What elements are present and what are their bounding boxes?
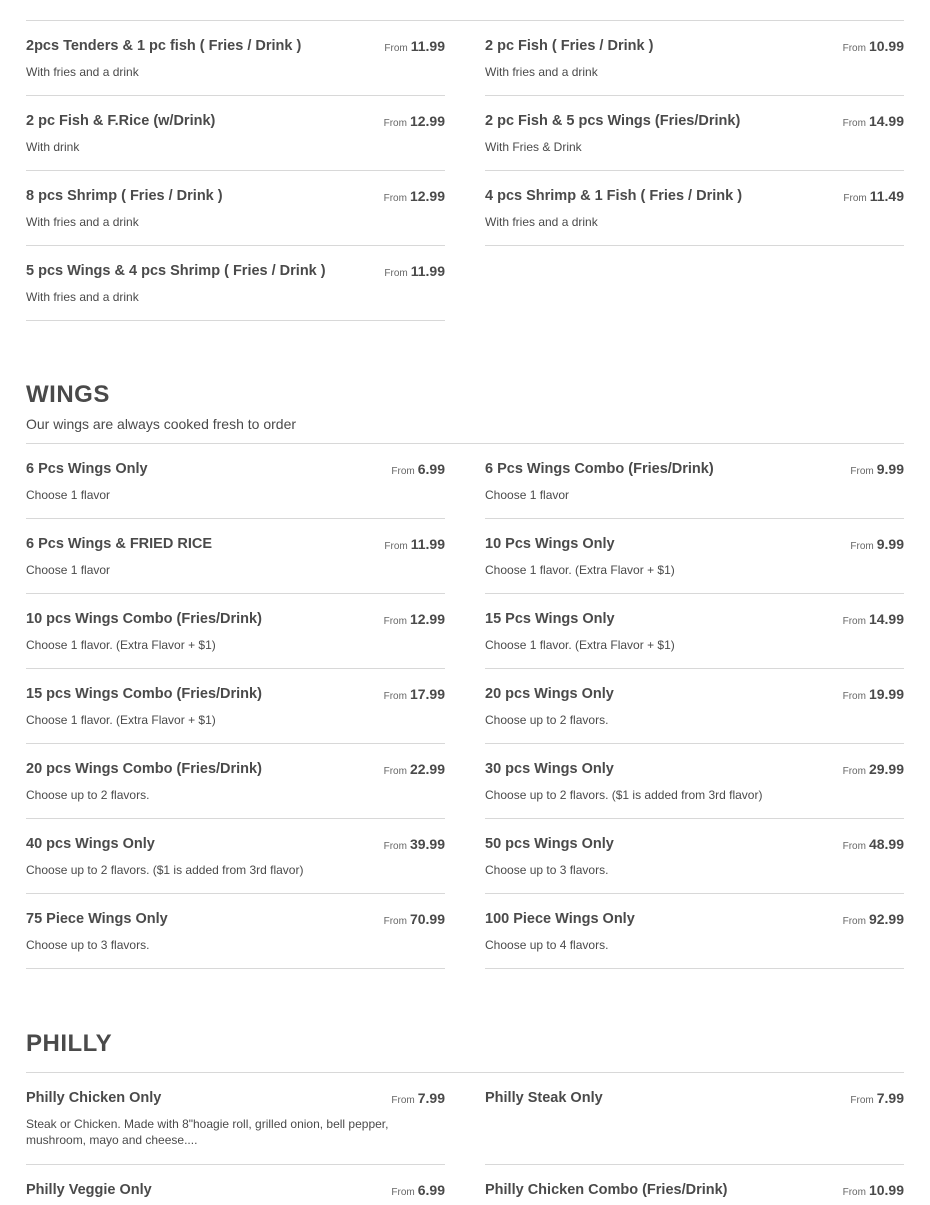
price-from-label: From (842, 691, 866, 702)
menu-item-price (384, 113, 445, 131)
menu-item-price (850, 461, 904, 479)
menu-item-description: With fries and a drink (485, 215, 598, 229)
price-from-label: From (384, 541, 408, 552)
price-amount: 6.99 (417, 461, 445, 477)
menu-item[interactable] (26, 894, 445, 969)
menu-item-description: With Fries & Drink (485, 140, 582, 154)
menu-item-name: 75 Piece Wings Only (26, 911, 168, 927)
price-from-label: From (842, 118, 866, 129)
price-amount: 14.99 (868, 113, 904, 129)
menu-item-name: Philly Steak Only (485, 1090, 603, 1106)
menu-item-description: Choose up to 2 flavors. (26, 788, 150, 802)
menu-item-name: Philly Chicken Only (26, 1090, 162, 1106)
philly-items-grid (26, 1073, 904, 1205)
menu-item[interactable] (485, 171, 904, 246)
menu-item-description: Choose up to 2 flavors. (485, 713, 609, 727)
menu-item[interactable] (485, 444, 904, 519)
menu-item-description: Choose 1 flavor. (Extra Flavor + $1) (485, 563, 675, 577)
menu-item-name: 6 Pcs Wings & FRIED RICE (26, 536, 212, 552)
menu-item-description: Choose up to 2 flavors. ($1 is added from 3rd flavor) (485, 788, 763, 802)
menu-item-name: Philly Chicken Combo (Fries/Drink) (485, 1182, 728, 1198)
price-from-label: From (383, 193, 407, 204)
menu-item[interactable] (485, 519, 904, 594)
menu-item-price (384, 686, 445, 704)
price-amount: 39.99 (409, 836, 445, 852)
price-amount: 11.99 (410, 38, 445, 54)
price-from-label: From (842, 43, 866, 54)
price-from-label: From (383, 766, 407, 777)
price-from-label: From (383, 916, 407, 927)
menu-item-price (384, 38, 445, 56)
section-title: PHILLY (26, 1030, 113, 1057)
menu-item-name: 6 Pcs Wings Only (26, 461, 148, 477)
menu-item[interactable] (26, 819, 445, 894)
philly-section (26, 1030, 904, 1058)
menu-item[interactable] (26, 519, 445, 594)
price-from-label: From (383, 616, 407, 627)
menu-item-price (384, 611, 445, 629)
menu-item-name: 2 pc Fish & 5 pcs Wings (Fries/Drink) (485, 113, 741, 129)
menu-item[interactable] (26, 1165, 445, 1205)
menu-item-description: With fries and a drink (26, 215, 139, 229)
menu-item-description: With fries and a drink (26, 65, 139, 79)
menu-item[interactable] (26, 246, 445, 321)
combos-items-grid (26, 21, 904, 321)
menu-item-price (391, 461, 445, 479)
menu-item-name: 30 pcs Wings Only (485, 761, 614, 777)
menu-item-price (850, 536, 904, 554)
menu-item[interactable] (26, 444, 445, 519)
menu-item-name: 6 Pcs Wings Combo (Fries/Drink) (485, 461, 714, 477)
philly-items (26, 1073, 904, 1205)
menu-item-description: Choose up to 3 flavors. (26, 938, 150, 952)
menu-item[interactable] (26, 669, 445, 744)
price-from-label: From (391, 466, 415, 477)
menu-item[interactable] (26, 96, 445, 171)
wings-items (26, 444, 904, 969)
menu-item-description: With fries and a drink (485, 65, 598, 79)
section-subtitle: Our wings are always cooked fresh to order (26, 416, 297, 432)
menu-item-description: Choose up to 3 flavors. (485, 863, 609, 877)
menu-item-price (391, 1182, 445, 1200)
menu-item-name: 4 pcs Shrimp & 1 Fish ( Fries / Drink ) (485, 188, 743, 204)
menu-item-name: 2pcs Tenders & 1 pc fish ( Fries / Drink ) (26, 38, 302, 54)
price-from-label: From (391, 1187, 415, 1198)
section-title: WINGS (26, 381, 110, 408)
menu-item-name: 100 Piece Wings Only (485, 911, 635, 927)
menu-item-description: Choose 1 flavor (485, 488, 570, 502)
menu-item-price (843, 686, 904, 704)
menu-item-price (843, 38, 904, 56)
price-amount: 14.99 (868, 611, 904, 627)
menu-item-description: Choose up to 2 flavors. ($1 is added from 3rd flavor) (26, 863, 304, 877)
menu-item-description: Steak or Chicken. Made with 8"hoagie roll, grilled onion, bell pepper, mushroom, mayo and cheese.... (26, 1117, 389, 1147)
menu-item[interactable] (485, 96, 904, 171)
menu-item-price (384, 188, 445, 206)
menu-item-description: Choose 1 flavor (26, 488, 111, 502)
menu-item-price (384, 761, 445, 779)
menu-item-price (384, 536, 445, 554)
price-amount: 17.99 (409, 686, 445, 702)
price-amount: 22.99 (409, 761, 445, 777)
menu-item-name: 50 pcs Wings Only (485, 836, 614, 852)
menu-item[interactable] (485, 1165, 904, 1205)
menu-item-description: Choose 1 flavor. (Extra Flavor + $1) (26, 638, 216, 652)
menu-item-name: 15 pcs Wings Combo (Fries/Drink) (26, 686, 262, 702)
price-from-label: From (842, 616, 866, 627)
price-from-label: From (842, 766, 866, 777)
menu-item-name: 40 pcs Wings Only (26, 836, 155, 852)
price-amount: 9.99 (876, 536, 904, 552)
menu-item-price (843, 113, 904, 131)
menu-item-name: Philly Veggie Only (26, 1182, 152, 1198)
price-amount: 92.99 (868, 911, 904, 927)
price-from-label: From (384, 43, 408, 54)
price-from-label: From (842, 841, 866, 852)
price-amount: 7.99 (876, 1090, 904, 1106)
menu-item-price (843, 611, 904, 629)
menu-item-description: Choose 1 flavor. (Extra Flavor + $1) (26, 713, 216, 727)
menu-item[interactable] (485, 21, 904, 96)
price-from-label: From (391, 1095, 415, 1106)
price-from-label: From (383, 691, 407, 702)
menu-item-name: 20 pcs Wings Combo (Fries/Drink) (26, 761, 262, 777)
price-from-label: From (842, 1187, 866, 1198)
menu-item-price (843, 836, 904, 854)
price-amount: 12.99 (409, 188, 445, 204)
price-from-label: From (850, 1095, 874, 1106)
menu-item-price (843, 1182, 904, 1200)
price-amount: 29.99 (868, 761, 904, 777)
price-amount: 11.99 (410, 536, 445, 552)
menu-item-name: 5 pcs Wings & 4 pcs Shrimp ( Fries / Drink ) (26, 263, 326, 279)
menu-item[interactable] (26, 594, 445, 669)
menu-item[interactable] (485, 1073, 904, 1165)
menu-item-price (384, 911, 445, 929)
menu-item[interactable] (26, 171, 445, 246)
menu-item-price (843, 188, 904, 206)
price-from-label: From (383, 841, 407, 852)
menu-item[interactable] (26, 1073, 445, 1165)
price-from-label: From (383, 118, 407, 129)
menu-item-price (843, 911, 904, 929)
price-from-label: From (850, 541, 874, 552)
menu-item-price (850, 1090, 904, 1108)
menu-item-price (384, 263, 445, 281)
price-from-label: From (850, 466, 874, 477)
menu-item[interactable] (485, 894, 904, 969)
price-amount: 11.99 (410, 263, 445, 279)
menu-item-description: With drink (26, 140, 80, 154)
menu-item-price (384, 836, 445, 854)
price-amount: 10.99 (868, 38, 904, 54)
price-amount: 12.99 (409, 611, 445, 627)
price-amount: 70.99 (409, 911, 445, 927)
menu-item-price (391, 1090, 445, 1108)
menu-item-description: Choose 1 flavor. (Extra Flavor + $1) (485, 638, 675, 652)
menu-item[interactable] (485, 819, 904, 894)
price-amount: 12.99 (409, 113, 445, 129)
price-amount: 6.99 (417, 1182, 445, 1198)
wings-section (26, 381, 904, 432)
price-amount: 9.99 (876, 461, 904, 477)
menu-item-description: With fries and a drink (26, 290, 139, 304)
price-amount: 11.49 (869, 188, 904, 204)
menu-item-name: 10 Pcs Wings Only (485, 536, 615, 552)
menu-item-name: 8 pcs Shrimp ( Fries / Drink ) (26, 188, 223, 204)
price-amount: 19.99 (868, 686, 904, 702)
price-from-label: From (842, 916, 866, 927)
menu-item-name: 10 pcs Wings Combo (Fries/Drink) (26, 611, 262, 627)
menu-item-name: 20 pcs Wings Only (485, 686, 614, 702)
menu-item[interactable] (26, 744, 445, 819)
menu-item-price (843, 761, 904, 779)
menu-item[interactable] (485, 594, 904, 669)
price-amount: 10.99 (868, 1182, 904, 1198)
menu-item[interactable] (485, 669, 904, 744)
price-amount: 7.99 (417, 1090, 445, 1106)
menu-item-name: 15 Pcs Wings Only (485, 611, 615, 627)
wings-items-grid (26, 444, 904, 969)
menu-item[interactable] (485, 744, 904, 819)
price-from-label: From (384, 268, 408, 279)
menu-item-name: 2 pc Fish & F.Rice (w/Drink) (26, 113, 216, 129)
menu-item[interactable] (26, 21, 445, 96)
menu-item-name: 2 pc Fish ( Fries / Drink ) (485, 38, 654, 54)
combos-section (26, 21, 904, 321)
menu-item-description: Choose up to 4 flavors. (485, 938, 609, 952)
price-amount: 48.99 (868, 836, 904, 852)
price-from-label: From (843, 193, 867, 204)
menu-item-description: Choose 1 flavor (26, 563, 111, 577)
